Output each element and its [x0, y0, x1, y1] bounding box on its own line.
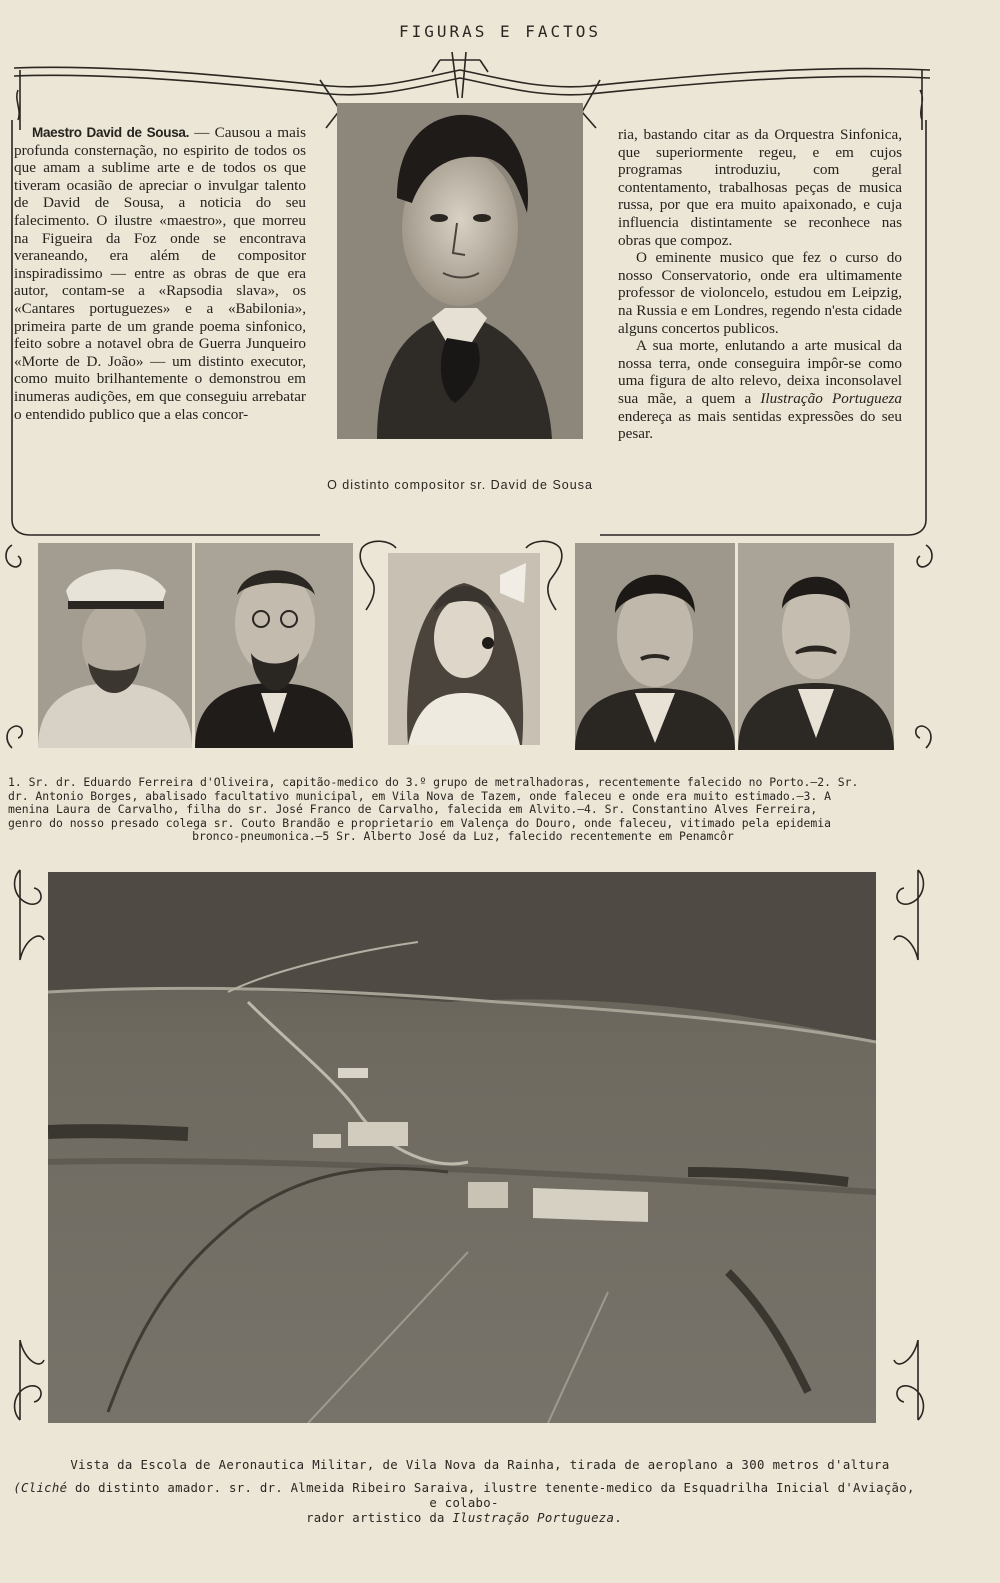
aerial-photo-aeronautics-school [48, 872, 876, 1423]
photo-1-ferreira-oliveira [38, 543, 192, 748]
portrait-caption: O distinto compositor sr. David de Sousa [327, 478, 593, 492]
photo-4-constantino-ferreira [575, 543, 735, 750]
article-right-column [618, 126, 902, 443]
photo-3-laura-carvalho [388, 553, 540, 745]
magazine-name: Ilustração Portugueza [760, 389, 902, 407]
article-right-paragraph-2: O eminente musico que fez o curso do nosso Conservatorio, onde era ultimamente professor de violoncelo, estudou em Leipzig, na Russia e em Londres, regendo n'esta cidade alguns concertos publicos. [618, 249, 902, 337]
obituary-caption: 1. Sr. dr. Eduardo Ferreira d'Oliveira, capitão-medico do 3.º grupo de metralhadoras, recentemente falecido no Porto.—2. Sr. dr. Antonio Borges, abalisado facultativo municipal, em Vila Nova de Tazem, onde faleceu e onde era muito estimado.—3. A menina Laura de Carvalho, filha do sr. José Franco de Carvalho, falecida em Alvito.—4. Sr. Constantino Alves Ferreira, genro do nosso presado colega sr. Couto Brandão e proprietario em Valença do Douro, onde faleceu, vitimado pela epidemia bronco-pneumonica.—5 Sr. Alberto José da Luz, falecido recentemente em Penamcôr [8, 775, 859, 843]
composer-portrait [337, 103, 583, 439]
aerial-caption: Vista da Escola de Aeronautica Militar, de Vila Nova da Rainha, tirada de aeroplano a 300 metros d'altura [70, 1458, 890, 1472]
photo-2-antonio-borges [195, 543, 353, 748]
article-lead-name: Maestro David de Sousa. [32, 125, 190, 140]
article-left-text: — Causou a mais profunda consternação, no espirito de todos os que amam a sublime arte e de todos os que tiveram ocasião de apreciar o invulgar talento de David de Sousa, a noticia do seu falecimento. O ilustre «maestro», que morreu na Figueira da Foz onde se encontrava veraneando, era além de compositor inspiradissimo — entre as obras de que era autor, contam-se a «Rapsodia slava», os «Cantares portuguezes» e a «Babilonia», primeira parte de um grande poema sinfonico, feito sobre a notavel obra de Guerra Junqueiro «Morte de D. João» — um distinto executor, como muito brilhantemente o demonstrou em inumeras audições, em que conseguiu arrebatar o entendido publico que a elas concor- [14, 124, 306, 423]
cliche-credit-caption: (Cliché do distinto amador. sr. dr. Almeida Ribeiro Saraiva, ilustre tenente-medico da Esquadrilha Inicial d'Aviação, e colabo- rador artistico da Ilustração Portugueza. [13, 1481, 915, 1525]
article-right-paragraph-1: ria, bastando citar as da Orquestra Sinfonica, que superiormente regeu, e em cujos programas introduziu, com geral contentamento, trabalhosas peças de musica russa, por que era muito apaixonado, e cuja influencia distintamente se reconhece nas obras que compoz. [618, 126, 902, 249]
article-right-paragraph-3: A sua morte, enlutando a arte musical da nossa terra, onde conseguira impôr-se como uma figura de alto relevo, deixa inconsolavel sua mãe, a quem a Ilustração Portugueza endereça as mais sentidas expressões do seu pesar. [618, 337, 902, 443]
obituary-photos [0, 541, 1000, 751]
article-left-column [14, 124, 306, 423]
photo-5-alberto-luz [738, 543, 894, 750]
page-header: FIGURAS E FACTOS [398, 22, 602, 41]
